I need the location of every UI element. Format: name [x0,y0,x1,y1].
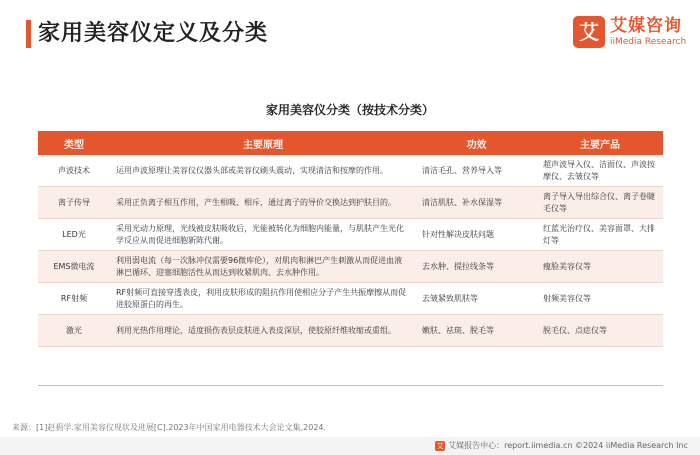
cell-products: 瘦脸美容仪等 [537,251,663,283]
cell-effect: 清洁肌肤、补水保湿等 [416,187,537,219]
logo-mark-icon: 艾 [573,16,605,48]
cell-principle: 利用弱电流（每一次脉冲仅需要96微库伦），对肌肉和淋巴产生刺激从而促进血液淋巴循环、迎塞细胞活性从而达到收紧肌肉、去水肿作用。 [110,251,416,283]
cell-type: 激光 [38,315,110,347]
page-title: 家用美容仪定义及分类 [38,21,269,46]
cell-principle: RF射频可直接穿透表皮，利用皮肤形成的阻抗作用使相应分子产生共振摩擦从而促进胶原蛋白的再生。 [110,283,416,315]
cell-effect: 清洁毛孔、营养导入等 [416,155,537,187]
table-header-row [38,131,663,155]
cell-type: EMS微电流 [38,251,110,283]
footer-text: 艾媒报告中心：report.iimedia.cn ©2024 iiMedia Research Inc [448,441,688,450]
cell-principle: 运用声波原理让美容仪仪器头部或美容仪刷头震动，实现清洁和按摩的作用。 [110,155,416,187]
cell-type: LED光 [38,219,110,251]
footer-logo-icon: 艾 [436,441,444,450]
cell-type: 声波技术 [38,155,110,187]
iimedia-logo [573,16,693,52]
cell-products: 离子导入导出综合仪、离子卷睫毛仪等 [537,187,663,219]
cell-principle: 利用光热作用理论，适度损伤表层皮肤进入表皮深层，使胶原纤维收缩或重组。 [110,315,416,347]
cell-effect: 去水肿、提拉线条等 [416,251,537,283]
header-effect: 功效 [416,131,537,155]
table-row [38,155,663,187]
classification-table [38,131,663,347]
cell-effect: 嫩肤、祛斑、脱毛等 [416,315,537,347]
table-caption: 家用美容仪分类（按技术分类） [265,103,434,117]
cell-principle: 采用正负离子相互作用，产生相吸、相斥，通过离子的导价交换达到护肤目的。 [110,187,416,219]
footer [435,440,688,451]
table-row [38,187,663,219]
table-bottom-divider [38,385,663,386]
header-type: 类型 [38,131,110,155]
cell-effect: 针对性解决皮肤问题 [416,219,537,251]
cell-products: 脱毛仪、点痣仪等 [537,315,663,347]
logo-name-cn: 艾媒咨询 [610,16,682,36]
cell-products: 红蓝光治疗仪、美容面罩、大排灯等 [537,219,663,251]
table-row [38,219,663,251]
table-row [38,251,663,283]
cell-products: 射频美容仪等 [537,283,663,315]
cell-effect: 去皱紧致肌肤等 [416,283,537,315]
cell-principle: 采用光动力原理，光线被皮肤吸收后，光能被转化为细胞内能量，与肌肤产生光化学反应从而促进细胞新陈代谢。 [110,219,416,251]
header-products: 主要产品 [537,131,663,155]
header-principle: 主要原理 [110,131,416,155]
title-accent-bar [26,20,31,48]
cell-type: RF射频 [38,283,110,315]
cell-products: 超声波导入仪、洁面仪、声波按摩仪、去皱仪等 [537,155,663,187]
cell-type: 离子传导 [38,187,110,219]
table-row [38,315,663,347]
source-note: 来源：[1]赵捐学.家用美容仪现状及进展[C].2023年中国家用电器技术大会论文集,2024. [12,423,327,432]
table-row [38,283,663,315]
logo-name-en: iiMedia Research [610,37,687,47]
